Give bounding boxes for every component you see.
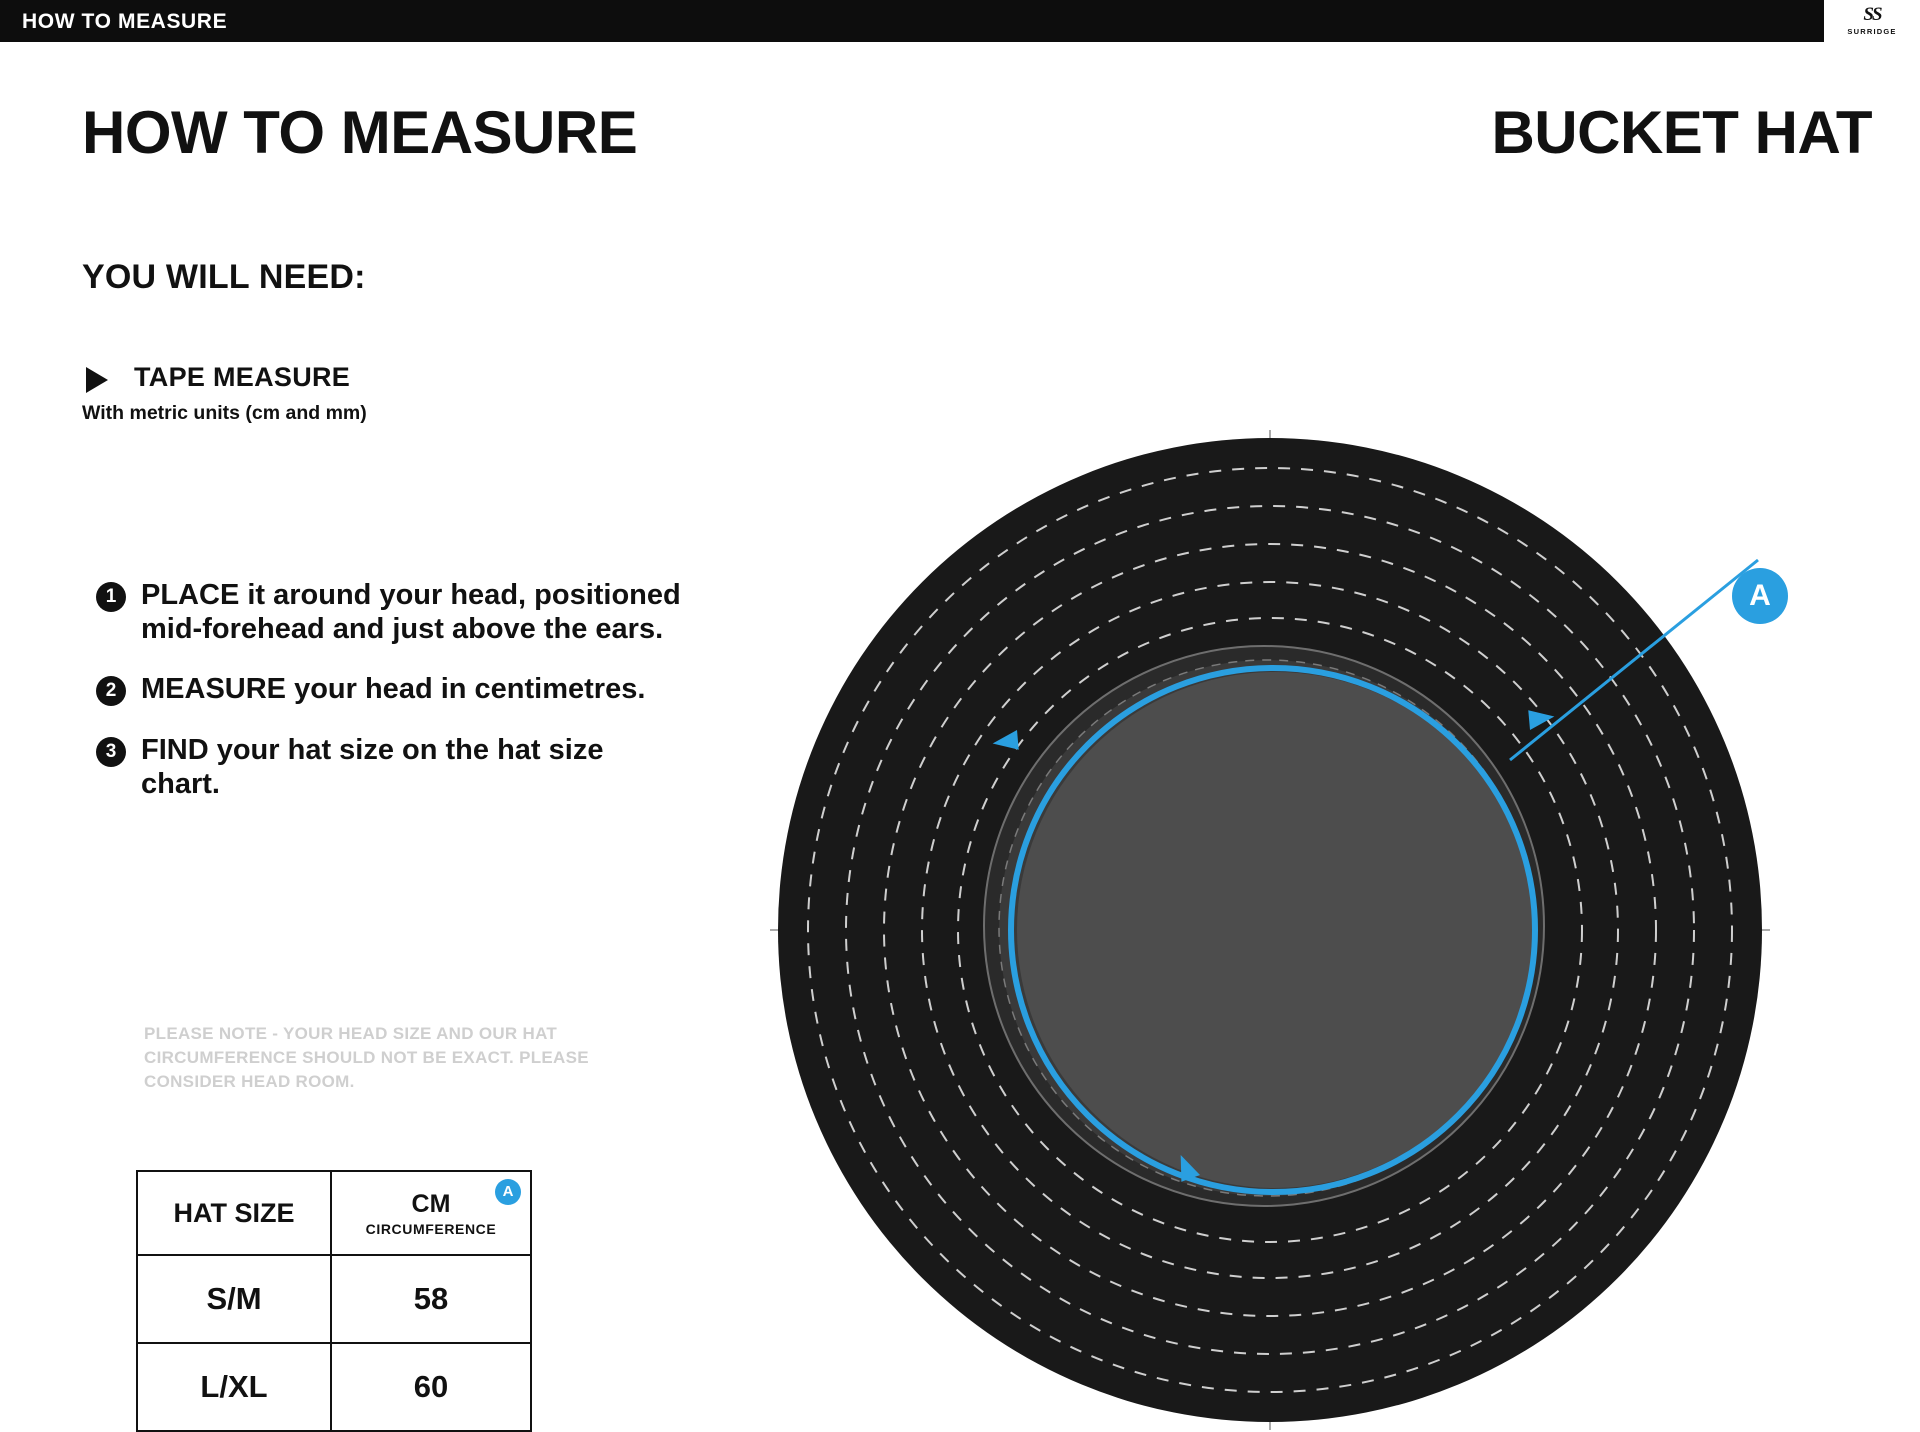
brand-mark: SS [1863, 4, 1881, 25]
section-title-you-will-need: YOU WILL NEED: [82, 258, 366, 296]
step-text: FIND your hat size on the hat size chart. [141, 733, 604, 800]
callout-badge-a-icon: A [1732, 568, 1788, 624]
disclaimer-note: PLEASE NOTE - YOUR HEAD SIZE AND OUR HAT CIRCUMFERENCE SHOULD NOT BE EXACT. PLEASE CONSIDER HEAD ROOM. [144, 1024, 589, 1092]
column-header-cm-label: CM [411, 1189, 451, 1218]
top-bar-title: HOW TO MEASURE [22, 10, 228, 33]
page-title: HOW TO MEASURE [82, 99, 638, 166]
cell-cm: 58 [331, 1255, 531, 1343]
table-header-row [137, 1171, 531, 1255]
table-row [137, 1343, 531, 1431]
column-header-cm-sublabel: CIRCUMFERENCE [365, 1220, 497, 1237]
cell-hat-size: L/XL [137, 1343, 331, 1431]
list-item [96, 578, 686, 646]
tool-sublabel: With metric units (cm and mm) [82, 402, 367, 424]
triangle-bullet-icon [86, 367, 108, 393]
step-text: PLACE it around your head, positioned mid-forehead and just above the ears. [141, 579, 681, 646]
product-title: BUCKET HAT [1491, 99, 1872, 166]
cell-cm: 60 [331, 1343, 531, 1431]
cell-hat-size: S/M [137, 1255, 331, 1343]
brand-name: SURRIDGE [1847, 27, 1897, 36]
step-text: MEASURE your head in centimetres. [141, 673, 646, 706]
tool-label: TAPE MEASURE [134, 362, 351, 392]
step-number: 3 [96, 737, 126, 767]
measurement-badge-a-icon: A [495, 1179, 521, 1205]
steps-list [96, 578, 686, 827]
top-bar [0, 0, 1920, 42]
hat-size-table [136, 1170, 532, 1432]
list-item [96, 733, 686, 801]
step-number: 2 [96, 676, 126, 706]
brand-logo [1824, 0, 1920, 42]
step-number: 1 [96, 582, 126, 612]
bucket-hat-diagram [770, 430, 1770, 1430]
hat-crown-top [1017, 672, 1533, 1188]
list-item [96, 672, 686, 706]
column-header-hat-size: HAT SIZE [137, 1171, 331, 1255]
column-header-cm [331, 1171, 531, 1255]
table-row [137, 1255, 531, 1343]
